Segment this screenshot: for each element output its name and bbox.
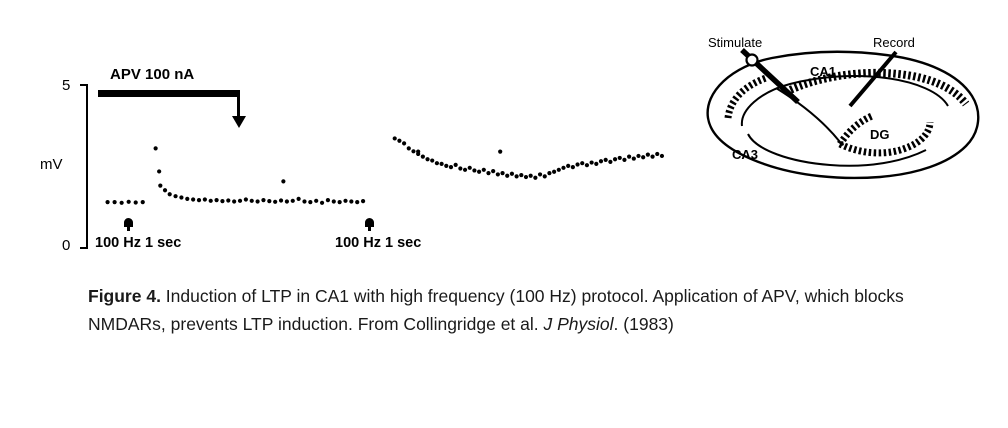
scatter-point	[158, 184, 162, 188]
scatter-point	[355, 200, 359, 204]
scatter-point	[594, 162, 598, 166]
scatter-point	[157, 169, 161, 173]
scatter-point	[561, 166, 565, 170]
scatter-point	[449, 165, 453, 169]
scatter-point	[646, 153, 650, 157]
scatter-point	[632, 156, 636, 160]
tetanus-label-1: 100 Hz 1 sec	[95, 235, 182, 251]
scatter-point	[571, 165, 575, 169]
scatter-point	[660, 154, 664, 158]
scatter-point	[496, 172, 500, 176]
scatter-point	[477, 170, 481, 174]
scatter-point	[486, 171, 490, 175]
scatter-point	[113, 200, 117, 204]
scatter-point	[510, 172, 514, 176]
scatter-point	[641, 155, 645, 159]
scatter-point	[226, 198, 230, 202]
scatter-point	[238, 199, 242, 203]
scatter-point	[244, 197, 248, 201]
scatter-point	[557, 168, 561, 172]
scatter-point	[320, 201, 324, 205]
figure-caption-journal: J Physiol	[543, 314, 614, 335]
scatter-point	[444, 164, 448, 168]
scatter-point	[220, 199, 224, 203]
scatter-point	[421, 155, 425, 159]
ca1-label: CA1	[810, 64, 837, 79]
scatter-point	[393, 136, 397, 140]
scatter-series	[157, 169, 365, 205]
scatter-series	[393, 136, 664, 179]
scatter-point	[256, 199, 260, 203]
scatter-point	[590, 160, 594, 164]
scatter-point	[302, 199, 306, 203]
scatter-point	[214, 198, 218, 202]
scatter-point	[529, 174, 533, 178]
scatter-point	[547, 171, 551, 175]
scatter-point	[482, 168, 486, 172]
scatter-point	[407, 146, 411, 150]
scatter-point	[141, 200, 145, 204]
scatter-point	[627, 155, 631, 159]
figure-caption-label: Figure 4.	[88, 286, 161, 306]
scatter-point	[463, 168, 467, 172]
scatter-series	[154, 146, 503, 183]
scatter-point	[454, 163, 458, 167]
scatter-point	[281, 179, 285, 183]
tetanus-label-2: 100 Hz 1 sec	[335, 235, 422, 251]
scatter-point	[197, 198, 201, 202]
y-axis-label: mV	[40, 156, 63, 173]
scatter-point	[519, 173, 523, 177]
scatter-point	[613, 157, 617, 161]
scatter-point	[308, 200, 312, 204]
scatter-point	[500, 171, 504, 175]
scatter-point	[134, 200, 138, 204]
scatter-point	[608, 160, 612, 164]
drug-application-label: APV 100 nA	[110, 66, 195, 83]
scatter-point	[599, 159, 603, 163]
scatter-point	[538, 172, 542, 176]
scatter-data-points	[28, 22, 688, 252]
scatter-point	[332, 199, 336, 203]
scatter-point	[472, 168, 476, 172]
scatter-point	[524, 175, 528, 179]
scatter-point	[416, 150, 420, 154]
scatter-point	[191, 197, 195, 201]
scatter-point	[261, 198, 265, 202]
record-label: Record	[873, 35, 915, 50]
scatter-point	[297, 197, 301, 201]
scatter-point	[361, 199, 365, 203]
scatter-point	[566, 164, 570, 168]
scatter-point	[168, 192, 172, 196]
scatter-point	[326, 198, 330, 202]
hippocampus-diagram	[690, 22, 990, 207]
scatter-point	[468, 166, 472, 170]
scatter-point	[402, 141, 406, 145]
scatter-point	[120, 201, 124, 205]
scatter-point	[179, 195, 183, 199]
scatter-point	[250, 199, 254, 203]
scatter-point	[209, 199, 213, 203]
figure-caption	[88, 282, 968, 339]
scatter-point	[343, 199, 347, 203]
scatter-point	[636, 154, 640, 158]
scatter-point	[585, 163, 589, 167]
scatter-point	[618, 156, 622, 160]
scatter-point	[505, 174, 509, 178]
scatter-point	[543, 174, 547, 178]
stimulating-electrode-tip	[747, 55, 758, 66]
scatter-point	[349, 199, 353, 203]
figure-caption-text-1: Induction of LTP in CA1 with high frequency (100 Hz) protocol. Application of APV, which blocks NMDARs, prevents LTP induction. From Collingridge et al.	[88, 286, 904, 335]
scatter-point	[154, 146, 158, 150]
scatter-point	[314, 199, 318, 203]
scatter-point	[232, 199, 236, 203]
scatter-point	[498, 150, 502, 154]
fissure-line	[742, 76, 948, 126]
ca3-label: CA3	[732, 147, 759, 162]
scatter-point	[425, 157, 429, 161]
scatter-point	[435, 161, 439, 165]
scatter-point	[279, 198, 283, 202]
stimulate-label: Stimulate	[708, 35, 763, 50]
scatter-point	[430, 158, 434, 162]
scatter-point	[185, 197, 189, 201]
schaffer-collateral	[776, 88, 840, 142]
scatter-point	[655, 152, 659, 156]
y-tick-bottom: 0	[62, 237, 71, 254]
scatter-point	[604, 158, 608, 162]
y-tick-top: 5	[62, 77, 71, 94]
ltp-scatter-plot	[28, 22, 688, 252]
scatter-point	[173, 194, 177, 198]
scatter-point	[127, 200, 131, 204]
dg-label: DG	[870, 127, 890, 142]
scatter-point	[650, 155, 654, 159]
scatter-point	[163, 188, 167, 192]
scatter-point	[285, 199, 289, 203]
scatter-point	[291, 199, 295, 203]
scatter-point	[411, 149, 415, 153]
scatter-point	[552, 170, 556, 174]
scatter-point	[338, 200, 342, 204]
scatter-point	[622, 158, 626, 162]
figure-caption-text-2: . (1983)	[613, 314, 674, 335]
dg-cell-band-inner	[840, 116, 872, 144]
scatter-point	[458, 166, 462, 170]
scatter-point	[203, 197, 207, 201]
scatter-point	[273, 200, 277, 204]
scatter-series	[105, 200, 144, 205]
scatter-point	[105, 200, 109, 204]
scatter-point	[267, 199, 271, 203]
scatter-point	[397, 139, 401, 143]
scatter-point	[533, 176, 537, 180]
scatter-point	[575, 162, 579, 166]
scatter-point	[580, 161, 584, 165]
scatter-point	[491, 169, 495, 173]
scatter-point	[515, 174, 519, 178]
scatter-point	[440, 162, 444, 166]
